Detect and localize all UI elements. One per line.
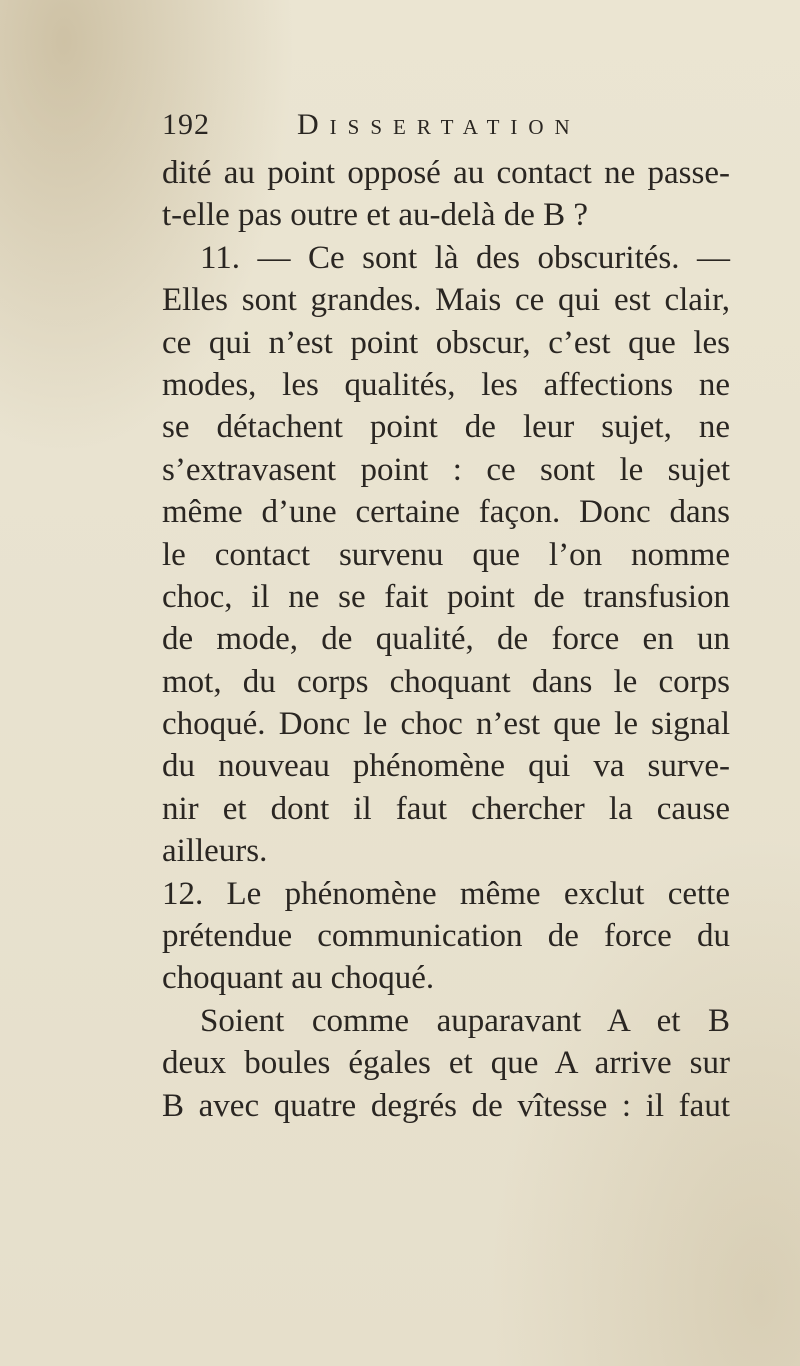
body-text (162, 152, 730, 1127)
text-line: choqué. Donc le choc n’est que le signal (162, 706, 730, 743)
text-line: ailleurs. (162, 833, 268, 870)
text-line: du nouveau phénomène qui va surve- (162, 748, 730, 785)
text-line: dité au point opposé au contact ne passe- (162, 155, 730, 191)
text-line: 12. Le phénomène même exclut cette (162, 875, 730, 912)
text-line: même d’une certaine façon. Donc dans (162, 494, 730, 531)
text-line: se détachent point de leur sujet, ne (162, 409, 730, 446)
text-line: nir et dont il faut chercher la cause (162, 790, 730, 827)
text-line: t-elle pas outre et au-delà de B ? (162, 197, 589, 234)
text-line: modes, les qualités, les affections ne (162, 366, 730, 403)
page-number: 192 (162, 108, 210, 141)
running-title: Dissertation (297, 108, 581, 141)
text-line: Soient comme auparavant A et B (200, 1002, 730, 1039)
text-line: choquant au choqué. (162, 960, 435, 997)
text-line: le contact survenu que l’on nomme (162, 536, 730, 573)
text-line: s’extravasent point : ce sont le sujet (162, 451, 730, 488)
text-line: B avec quatre degrés de vîtesse : il faut (162, 1087, 730, 1124)
text-line: prétendue communication de force du (162, 918, 730, 955)
text-line: mot, du corps choquant dans le corps (162, 663, 730, 700)
page-header (162, 108, 722, 148)
text-line: Elles sont grandes. Mais ce qui est clair, (162, 282, 730, 319)
text-line: ce qui n’est point obscur, c’est que les (162, 324, 730, 361)
text-line: de mode, de qualité, de force en un (162, 621, 730, 658)
text-line: 11. — Ce sont là des obscurités. — (200, 239, 730, 276)
text-line: deux boules égales et que A arrive sur (162, 1045, 730, 1082)
text-line: choc, il ne se fait point de transfusion (162, 578, 730, 615)
